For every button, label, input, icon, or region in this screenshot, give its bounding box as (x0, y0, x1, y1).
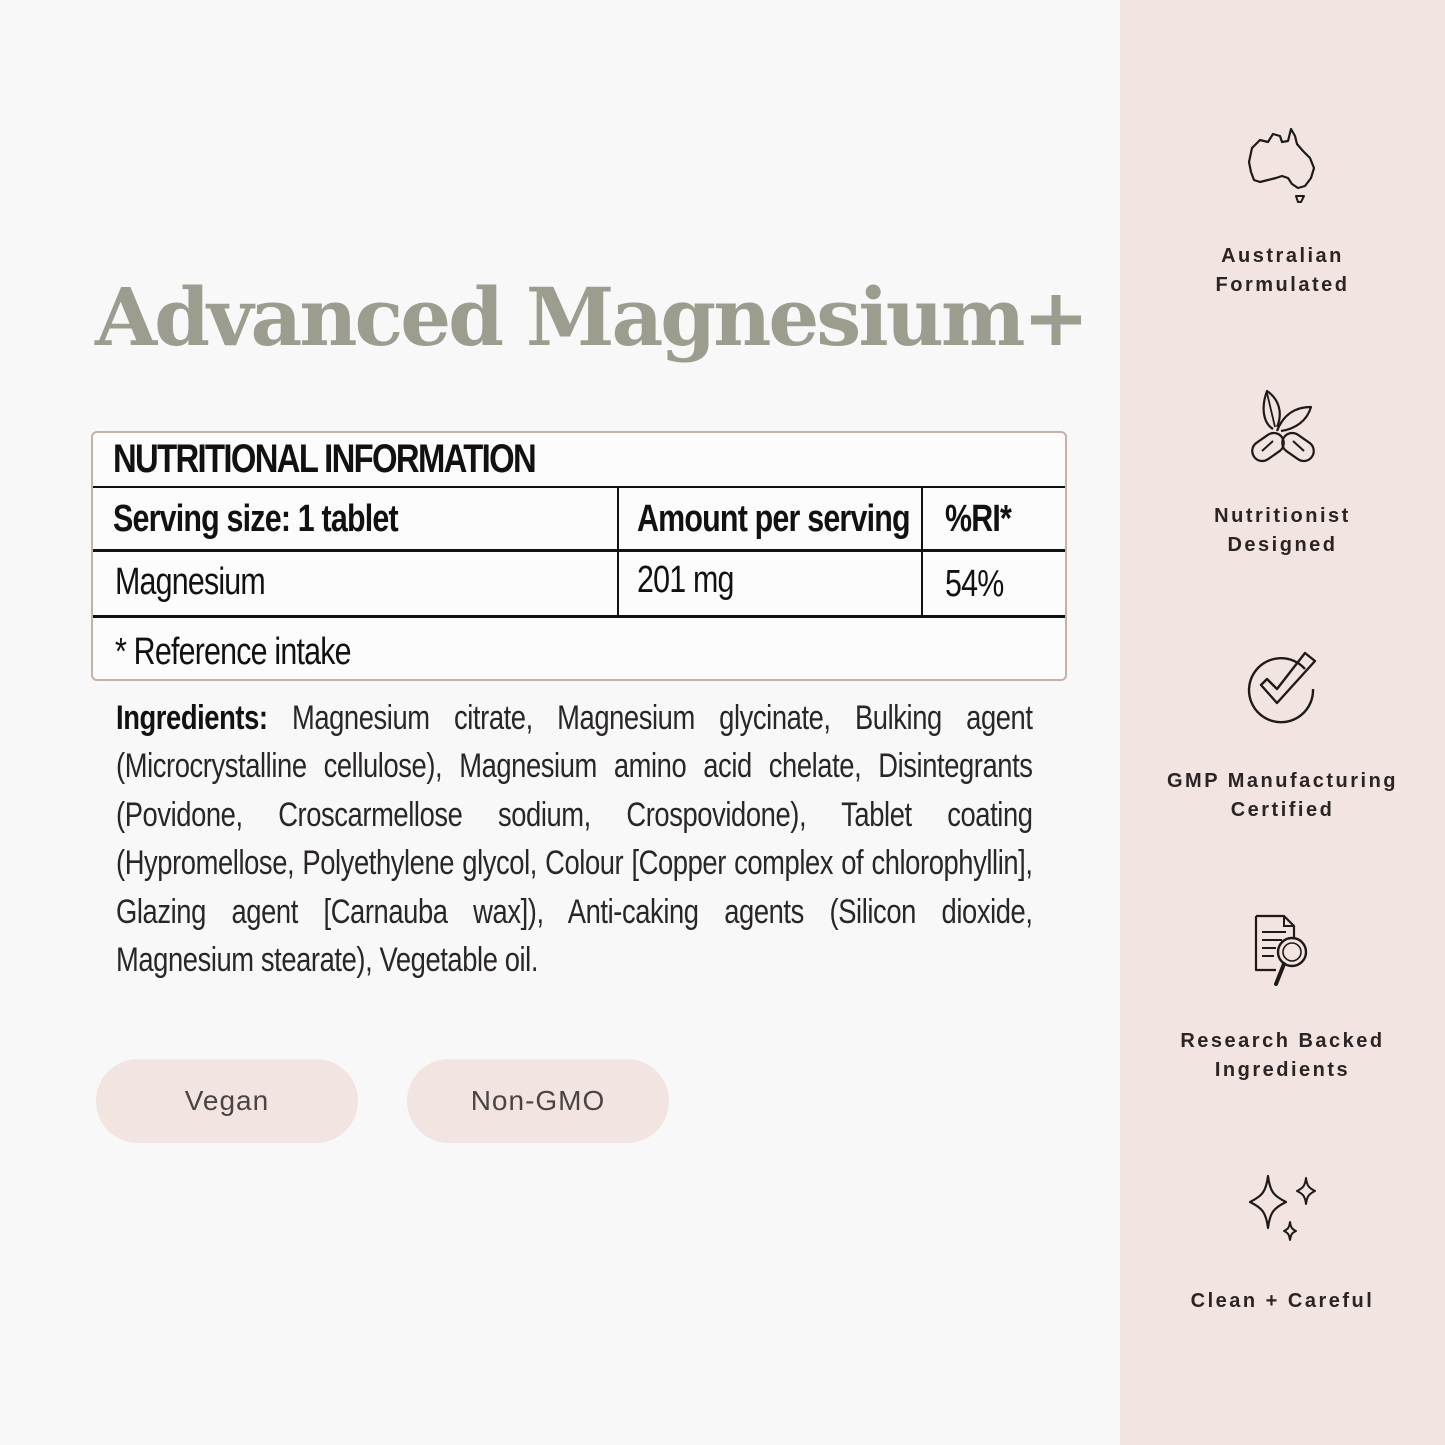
column-header-serving-size: Serving size: 1 tablet (113, 498, 398, 540)
feature-label: GMP Manufacturing Certified (1166, 770, 1399, 821)
column-header-amount: Amount per serving (637, 498, 910, 540)
divider (93, 615, 1065, 618)
nutrient-name: Magnesium (115, 561, 265, 603)
column-divider (921, 487, 923, 617)
feature-label: Australian Formulated (1215, 245, 1350, 296)
leaf-capsule-icon (1243, 385, 1323, 467)
badge-non-gmo: Non-GMO (407, 1059, 669, 1143)
features-sidebar (1120, 0, 1445, 1445)
badge-vegan: Vegan (96, 1059, 358, 1143)
nutrient-ri: 54% (945, 563, 1004, 605)
feature-label: Research Backed Ingredients (1180, 1030, 1385, 1081)
column-divider (617, 487, 619, 617)
nutrition-table (91, 431, 1067, 681)
checkmark-circle-icon (1243, 645, 1323, 725)
divider (93, 549, 1065, 552)
document-magnifier-icon (1248, 910, 1318, 992)
ingredients-text (116, 694, 1033, 984)
ingredients-label: Ingredients: (116, 699, 268, 737)
divider (93, 486, 1065, 488)
sparkles-icon (1246, 1170, 1320, 1252)
australia-map-icon (1238, 120, 1328, 210)
nutrition-footnote: * Reference intake (115, 631, 351, 673)
ingredients-list: Magnesium citrate, Magnesium glycinate, Bulking agent (Microcrystalline cellulose), Magnesium amino acid chelate, Disintegrants (Povidone, Croscarmellose sodium, Crospovidone), Tablet coating (Hypromellose, Polyethylene glycol, Colour [Copper complex of chlorophyllin], Glazing agent [Carnauba wax]), Anti-caking agents (Silicon dioxide, Magnesium stearate), Vegetable oil. (116, 699, 1033, 980)
nutrient-amount: 201 mg (637, 559, 734, 601)
feature-label: Clean + Careful (1190, 1290, 1375, 1312)
product-title: Advanced Magnesium+ (95, 270, 1087, 364)
feature-label: Nutritionist Designed (1214, 505, 1351, 556)
column-header-ri: %RI* (945, 498, 1012, 540)
nutrition-table-title: NUTRITIONAL INFORMATION (113, 437, 536, 481)
